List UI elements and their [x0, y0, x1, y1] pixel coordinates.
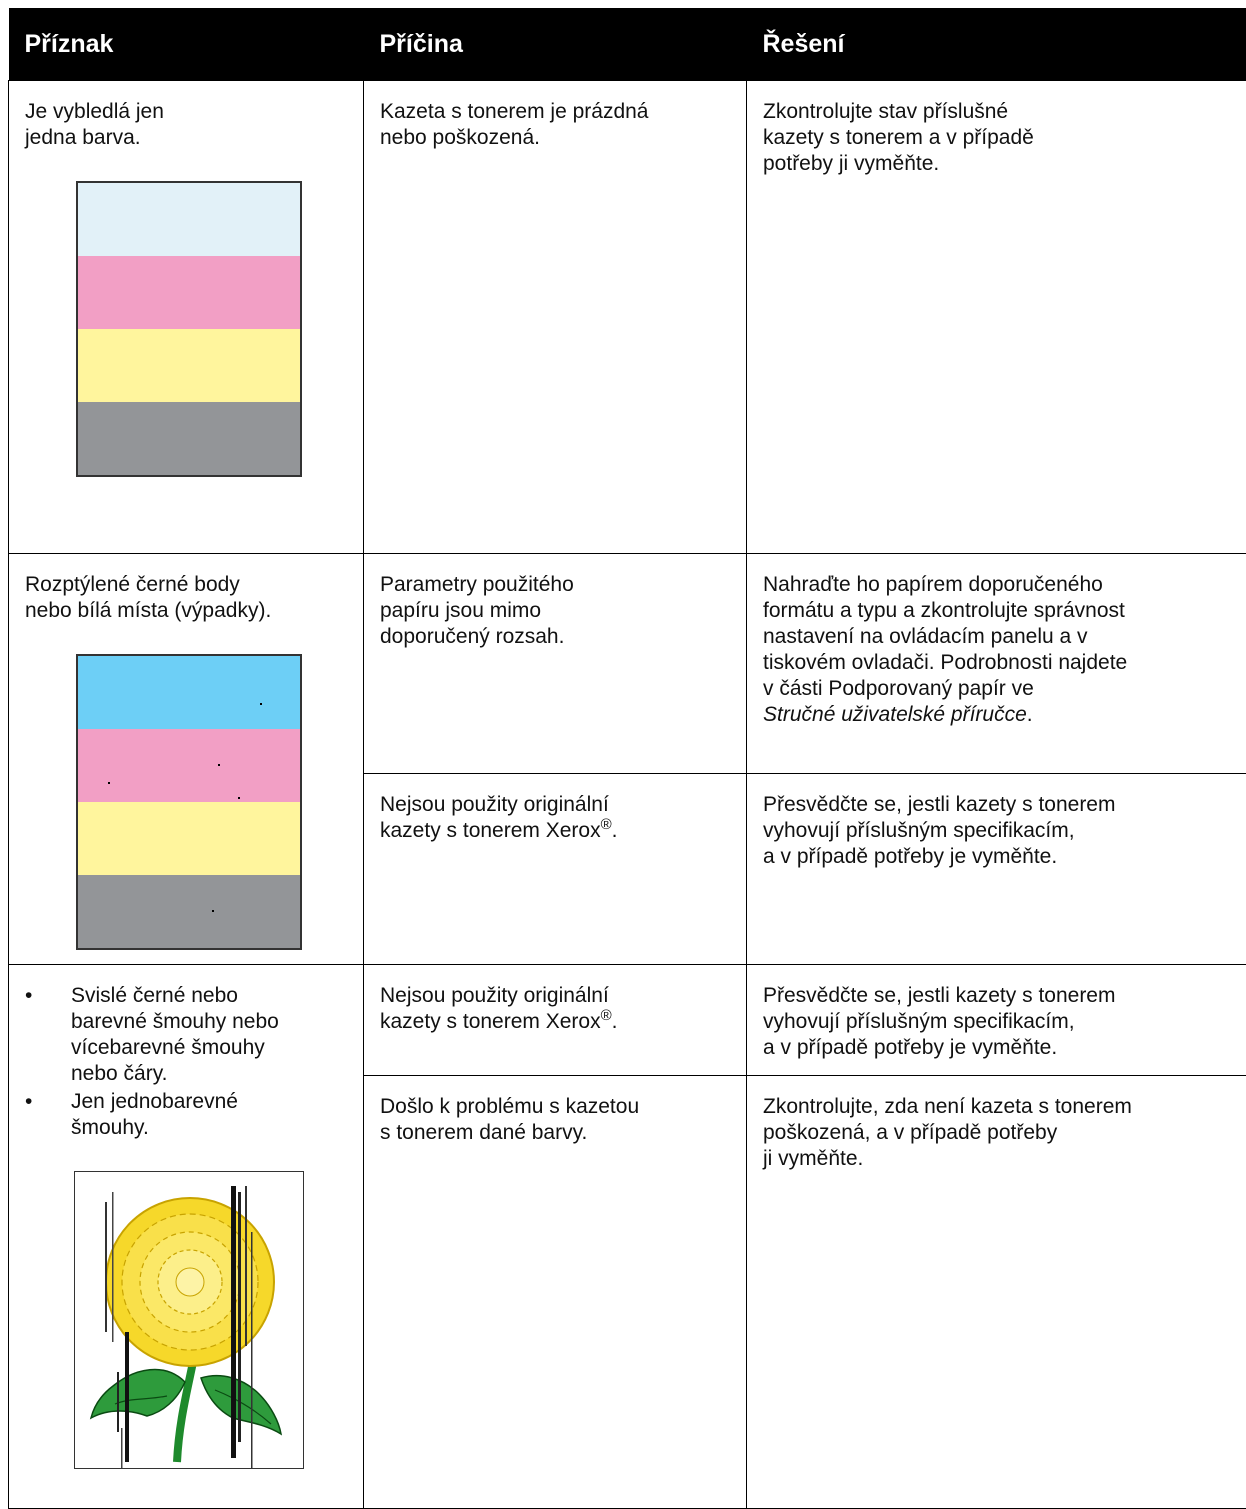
bullet-item	[25, 1089, 353, 1141]
yellow-band	[78, 329, 300, 402]
bullet-line: barevné šmouhy nebo	[71, 1010, 279, 1033]
yellow-band	[78, 802, 300, 875]
spot	[212, 910, 214, 912]
solution-cell	[747, 965, 1246, 1076]
spot	[260, 703, 262, 705]
solution-line: Přesvědčte se, jestli kazety s tonerem	[763, 984, 1115, 1007]
spot	[108, 782, 110, 784]
cause-cell	[364, 774, 747, 965]
symptom-cell	[9, 554, 364, 965]
cause-line: Nejsou použity originální	[380, 793, 609, 816]
black-band	[78, 402, 300, 475]
table-row	[9, 554, 1246, 774]
bullet-item	[25, 983, 353, 1087]
cause-cell	[364, 81, 747, 554]
punctuation: .	[612, 1010, 618, 1033]
cyan-band	[78, 656, 300, 729]
symptom-line: Rozptýlené černé body	[25, 573, 240, 596]
cause-line: nebo poškozená.	[380, 126, 540, 149]
symptom-text	[25, 572, 353, 624]
spot	[218, 764, 220, 766]
symptom-bullet-list	[25, 983, 353, 1141]
table-row	[9, 965, 1246, 1076]
solution-line: Nahraďte ho papírem doporučeného	[763, 573, 1103, 596]
symptom-text	[25, 99, 353, 151]
magenta-band	[78, 729, 300, 802]
solution-line: potřeby ji vyměňte.	[763, 152, 939, 175]
spot	[238, 797, 240, 799]
cyan-band	[78, 183, 300, 256]
header-cause: Příčina	[364, 8, 747, 81]
bullet-line: vícebarevné šmouhy	[71, 1036, 265, 1059]
faded-color-sample-image	[76, 181, 302, 477]
registered-mark: ®	[601, 1007, 612, 1024]
symptom-cell	[9, 81, 364, 554]
symptom-cell	[9, 965, 364, 1509]
solution-cell	[747, 554, 1246, 774]
header-solution: Řešení	[747, 8, 1246, 81]
symptom-line: jedna barva.	[25, 126, 141, 149]
cause-line: papíru jsou mimo	[380, 599, 541, 622]
solution-cell	[747, 81, 1246, 554]
table-row	[9, 81, 1246, 554]
solution-cell	[747, 774, 1246, 965]
solution-line: formátu a typu a zkontrolujte správnost	[763, 599, 1125, 622]
cause-line: s tonerem dané barvy.	[380, 1121, 587, 1144]
solution-cell	[747, 1076, 1246, 1509]
magenta-band	[78, 256, 300, 329]
solution-line: nastavení na ovládacím panelu a v	[763, 625, 1088, 648]
solution-line: vyhovují příslušným specifikacím,	[763, 819, 1075, 842]
cause-line: Parametry použitého	[380, 573, 574, 596]
bullet-line: Svislé černé nebo	[71, 984, 238, 1007]
header-row	[9, 8, 1246, 81]
registered-mark: ®	[601, 816, 612, 833]
troubleshooting-table	[8, 8, 1246, 1509]
bullet-line: šmouhy.	[71, 1116, 149, 1139]
solution-line: vyhovují příslušným specifikacím,	[763, 1010, 1075, 1033]
black-band	[78, 875, 300, 948]
solution-line: ji vyměňte.	[763, 1147, 863, 1170]
solution-line: Zkontrolujte stav příslušné	[763, 100, 1008, 123]
solution-line: poškozená, a v případě potřeby	[763, 1121, 1057, 1144]
solution-line: tiskovém ovladači. Podrobnosti najdete	[763, 651, 1127, 674]
bullet-line: nebo čáry.	[71, 1062, 168, 1085]
cause-line: Došlo k problému s kazetou	[380, 1095, 639, 1118]
cause-cell	[364, 554, 747, 774]
cause-cell	[364, 965, 747, 1076]
cause-line: Nejsou použity originální	[380, 984, 609, 1007]
symptom-line: Je vybledlá jen	[25, 100, 164, 123]
symptom-line: nebo bílá místa (výpadky).	[25, 599, 271, 622]
bullet-line: Jen jednobarevné	[71, 1090, 238, 1113]
cause-line: kazety s tonerem Xerox	[380, 819, 601, 842]
cause-line: Kazeta s tonerem je prázdná	[380, 100, 649, 123]
punctuation: .	[612, 819, 618, 842]
spots-sample-image	[76, 654, 302, 950]
solution-line: Přesvědčte se, jestli kazety s tonerem	[763, 793, 1115, 816]
cause-line: kazety s tonerem Xerox	[380, 1010, 601, 1033]
header-symptom: Příznak	[9, 8, 364, 81]
solution-line: a v případě potřeby je vyměňte.	[763, 845, 1057, 868]
streaked-flower-sample-image	[74, 1171, 304, 1469]
solution-line: v části Podporovaný papír ve	[763, 677, 1034, 700]
solution-line: Zkontrolujte, zda není kazeta s tonerem	[763, 1095, 1132, 1118]
solution-line: a v případě potřeby je vyměňte.	[763, 1036, 1057, 1059]
solution-line: kazety s tonerem a v případě	[763, 126, 1034, 149]
cause-line: doporučený rozsah.	[380, 625, 564, 648]
punctuation: .	[1027, 703, 1033, 726]
manual-reference: Stručné uživatelské příručce	[763, 703, 1027, 726]
cause-cell	[364, 1076, 747, 1509]
